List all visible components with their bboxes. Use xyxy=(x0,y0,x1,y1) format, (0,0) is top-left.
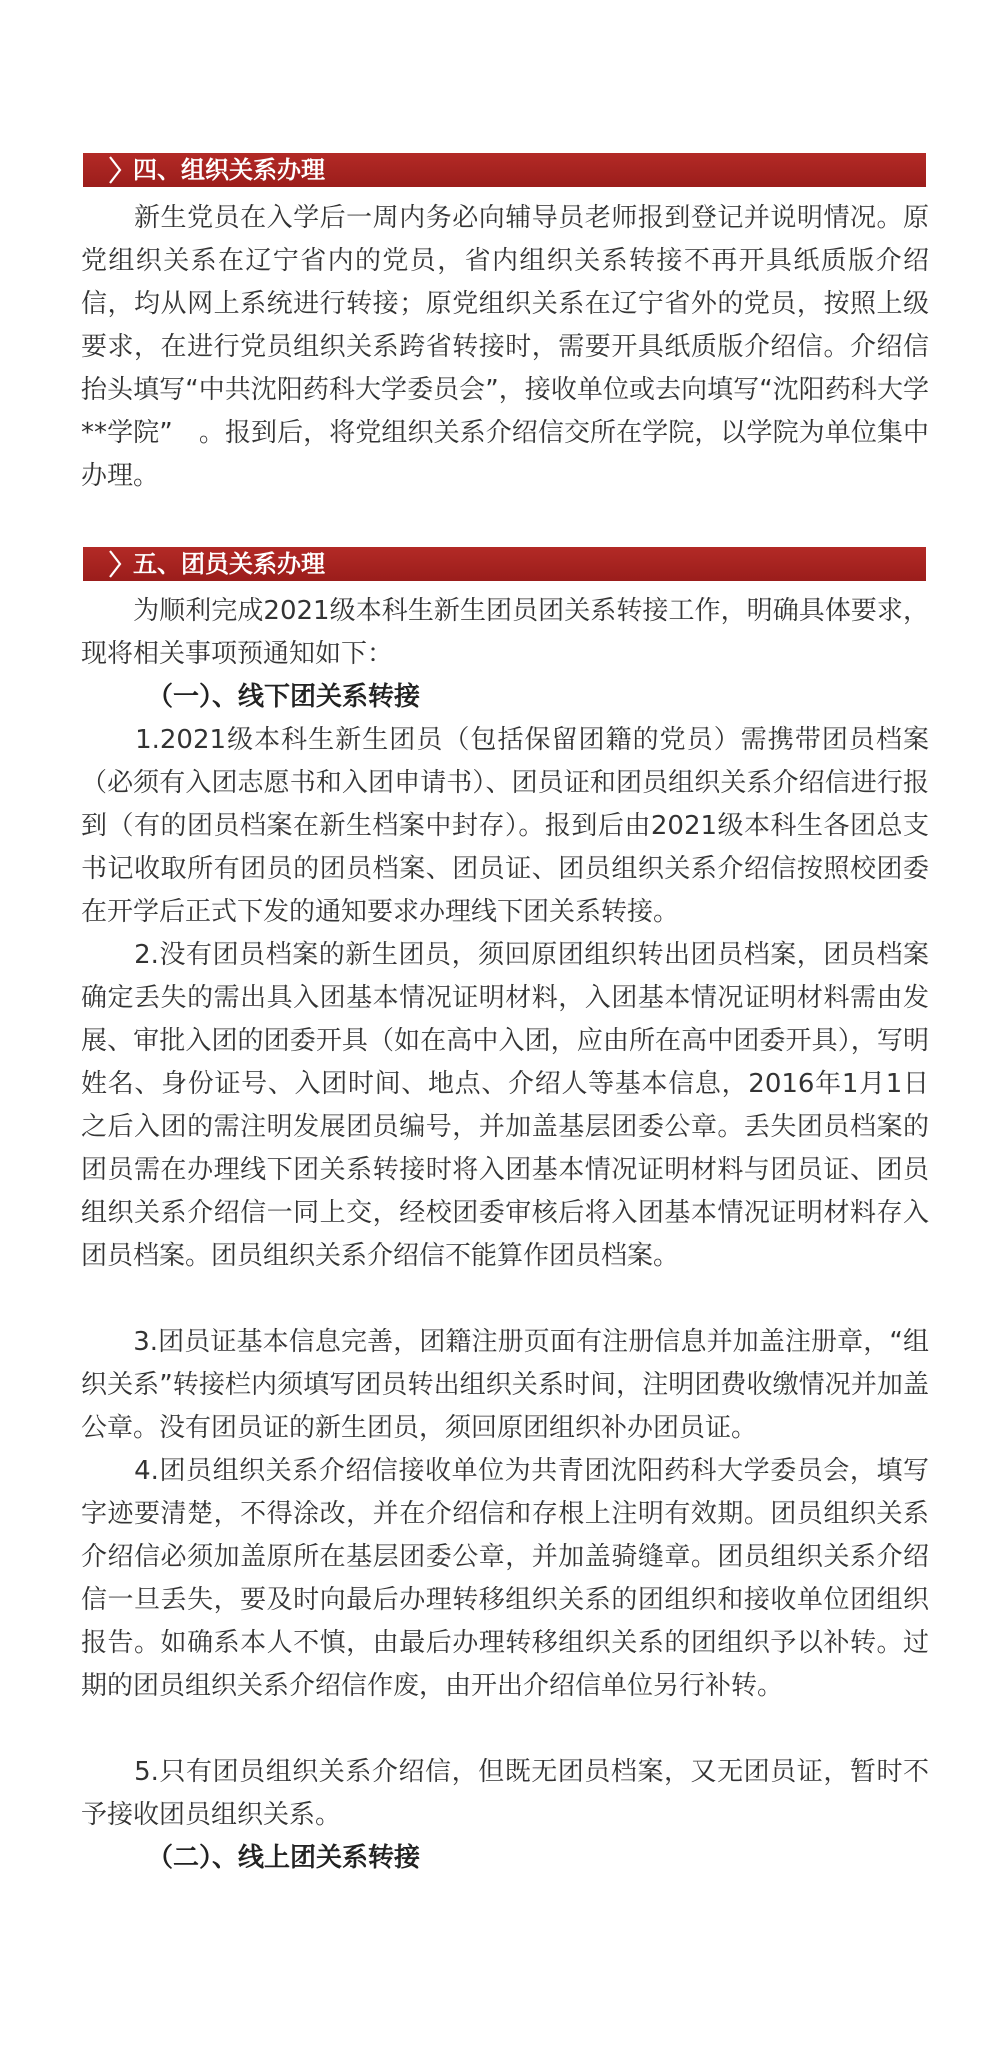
section-4-title: 四、组织关系办理 xyxy=(133,156,325,184)
subsection-online-title: （二）、线上团关系转接 xyxy=(147,1843,421,1873)
item-3-paragraph: 3.团员证基本信息完善，团籍注册页面有注册信息并加盖注册章，“组织关系”转接栏内须填写团员转出组织关系时间，注明团费收缴情况并加盖公章。没有团员证的新生团员，须回原团组织补办团员证。 xyxy=(81,1327,929,1443)
section-5-title: 五、团员关系办理 xyxy=(133,550,325,578)
subsection-offline-title: （一）、线下团关系转接 xyxy=(147,682,421,712)
section-4-header xyxy=(83,153,926,187)
item-1-paragraph: 1.2021级本科生新生团员（包括保留团籍的党员）需携带团员档案（必须有入团志愿书和入团申请书）、团员证和团员组织关系介绍信进行报到（有的团员档案在新生档案中封存）。报到后由2021级本科生各团总支书记收取所有团员的团员档案、团员证、团员组织关系介绍信按照校团委在开学后正式下发的通知要求办理线下团关系转接。 xyxy=(81,725,929,927)
section-5-header xyxy=(83,547,926,581)
chevron-right-icon xyxy=(101,547,131,581)
chevron-right-icon xyxy=(101,153,131,187)
item-5-paragraph: 5.只有团员组织关系介绍信，但既无团员档案，又无团员证，暂时不予接收团员组织关系。 xyxy=(81,1757,929,1830)
item-4-paragraph: 4.团员组织关系介绍信接收单位为共青团沈阳药科大学委员会，填写字迹要清楚，不得涂改，并在介绍信和存根上注明有效期。团员组织关系介绍信必须加盖原所在基层团委公章，并加盖骑缝章。团员组织关系介绍信一旦丢失，要及时向最后办理转移组织关系的团组织和接收单位团组织报告。如确系本人不慎，由最后办理转移组织关系的团组织予以补转。过期的团员组织关系介绍信作废，由开出介绍信单位另行补转。 xyxy=(81,1456,929,1701)
section-4-paragraph: 新生党员在入学后一周内务必向辅导员老师报到登记并说明情况。原党组织关系在辽宁省内的党员，省内组织关系转接不再开具纸质版介绍信，均从网上系统进行转接；原党组织关系在辽宁省外的党员，按照上级要求，在进行党员组织关系跨省转接时，需要开具纸质版介绍信。介绍信抬头填写“中共沈阳药科大学委员会”，接收单位或去向填写“沈阳药科大学**学院” 。报到后，将党组织关系介绍信交所在学院，以学院为单位集中办理。 xyxy=(81,203,929,491)
section-5-intro: 为顺利完成2021级本科生新生团员团关系转接工作，明确具体要求，现将相关事项预通知如下： xyxy=(81,596,929,669)
item-2-paragraph: 2.没有团员档案的新生团员，须回原团组织转出团员档案，团员档案确定丢失的需出具入团基本情况证明材料，入团基本情况证明材料需由发展、审批入团的团委开具（如在高中入团，应由所在高中团委开具），写明姓名、身份证号、入团时间、地点、介绍人等基本信息，2016年1月1日之后入团的需注明发展团员编号，并加盖基层团委公章。丢失团员档案的团员需在办理线下团关系转接时将入团基本情况证明材料与团员证、团员组织关系介绍信一同上交，经校团委审核后将入团基本情况证明材料存入团员档案。团员组织关系介绍信不能算作团员档案。 xyxy=(81,940,929,1271)
